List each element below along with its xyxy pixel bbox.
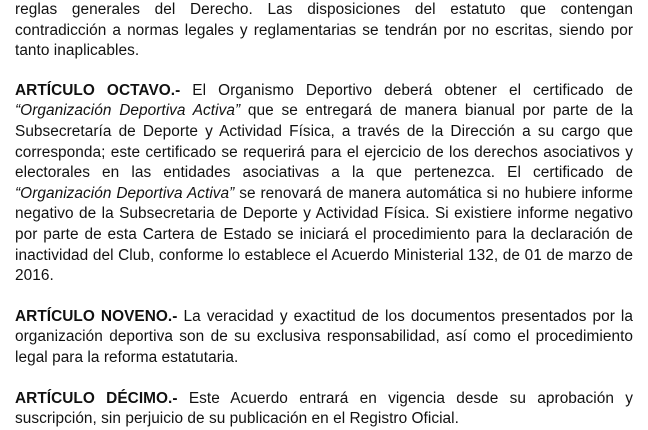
articulo-noveno-heading: ARTÍCULO NOVENO.- <box>15 307 178 325</box>
articulo-decimo-heading: ARTÍCULO DÉCIMO.- <box>15 389 178 407</box>
articulo-octavo-heading: ARTÍCULO OCTAVO.- <box>15 81 181 99</box>
articulo-noveno-text: La veracidad y exactitud de los documentos presentados por la organización deportiva son de su exclusiva responsabilidad, así como el procedimiento legal para la reforma estatutaria. <box>15 307 633 366</box>
articulo-octavo-text-3: se renovará de manera automática si no hubiere informe negativo de la Subsecretaria de Deporte y Actividad Física. Si existiere informe negativo por parte de esta Cartera de Estado se iniciará el procedimiento para la declaración de inactividad del Club, conforme lo establece el Acuerdo Ministerial 132, de 01 de marzo de 2016. <box>15 184 633 285</box>
articulo-octavo-paragraph <box>15 81 633 287</box>
articulo-noveno-paragraph <box>15 307 633 369</box>
articulo-decimo-text: Este Acuerdo entrará en vigencia desde su aprobación y suscripción, sin perjuicio de su publicación en el Registro Oficial. <box>15 389 633 428</box>
articulo-decimo-paragraph <box>15 389 633 430</box>
intro-paragraph <box>15 0 633 62</box>
articulo-octavo-text-2: que se entregará de manera bianual por parte de la Subsecretaría de Deporte y Actividad Física, a través de la Dirección a su cargo que corresponda; este certificado se requerirá para el ejercicio de los derechos asociativos y electorales en las entidades asociativas a la que pertenezca. El certificado de <box>15 102 633 182</box>
articulo-octavo-italic-1: “Organización Deportiva Activa” <box>15 102 241 120</box>
articulo-octavo-text-1: El Organismo Deportivo deberá obtener el certificado de <box>180 81 633 99</box>
intro-text: reglas generales del Derecho. Las disposiciones del estatuto que contengan contradicción a normas legales y reglamentarias se tendrán por no escritas, siendo por tanto inaplicables. <box>15 1 633 60</box>
articulo-octavo-italic-2: “Organización Deportiva Activa” <box>15 184 235 202</box>
document-body <box>15 0 633 430</box>
